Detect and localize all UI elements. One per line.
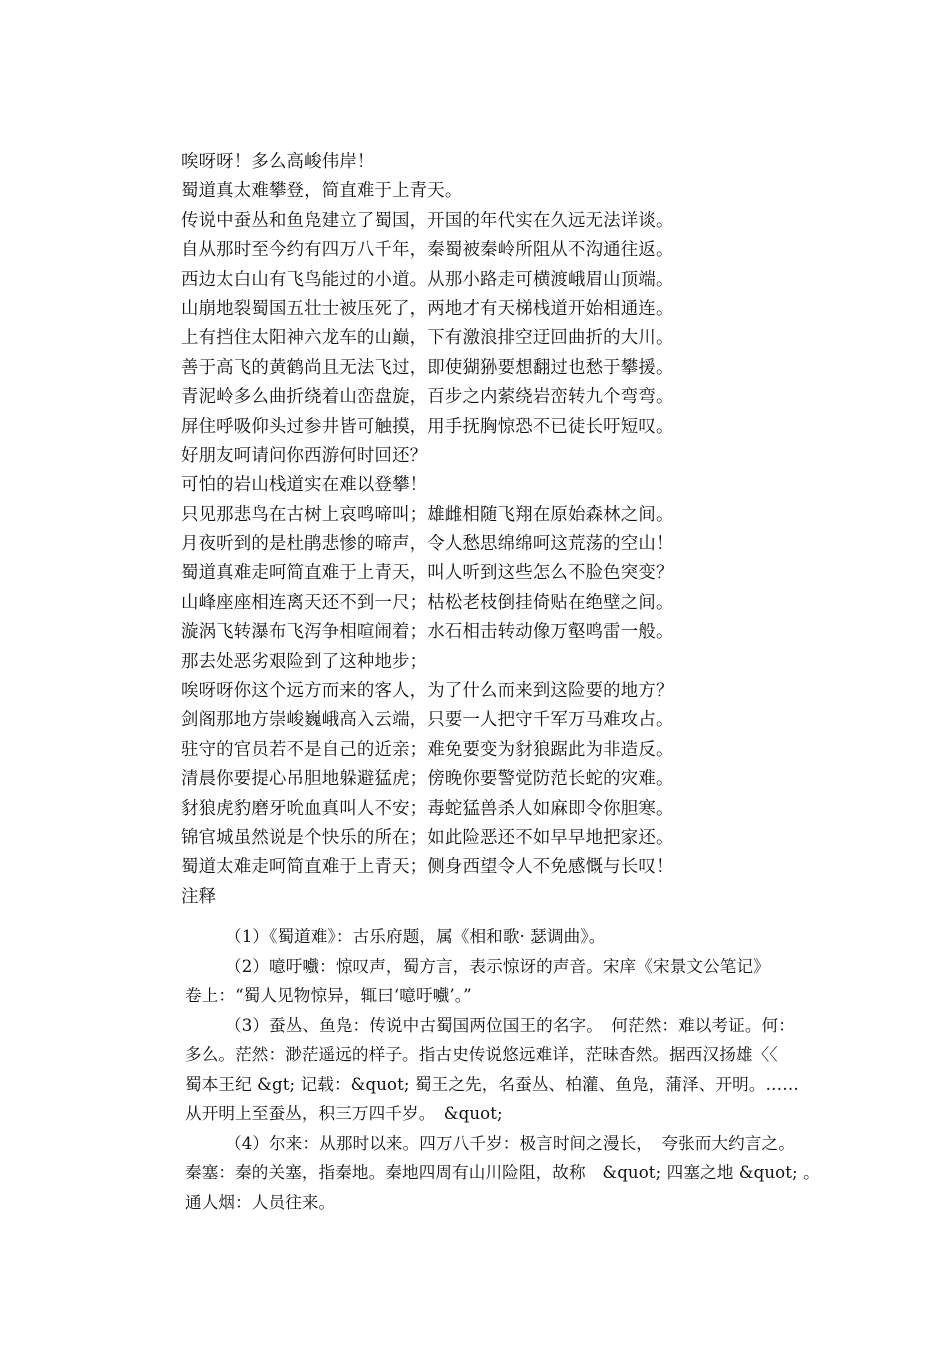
- note-2: [145, 952, 805, 1011]
- note-3: [145, 1011, 805, 1129]
- poem-line: 传说中蚕丛和鱼凫建立了蜀国，开国的年代实在久远无法详谈。: [181, 210, 674, 231]
- note-4: [145, 1129, 820, 1218]
- poem-line: 那去处恶劣艰险到了这种地步；: [181, 651, 428, 672]
- notes-heading: 注释: [181, 886, 217, 907]
- poem-line: 山峰座座相连离天还不到一尺；枯松老枝倒挂倚贴在绝壁之间。: [181, 592, 674, 613]
- note-text: 秦塞：秦的关塞，指秦地。秦地四周有山川险阻，故称 &quot; 四塞之地 &quot; 。: [185, 1163, 820, 1182]
- poem-line: 自从那时至今约有四万八千年，秦蜀被秦岭所阻从不沟通往返。: [181, 240, 674, 261]
- poem-line: 可怕的岩山栈道实在难以登攀！: [181, 475, 428, 496]
- poem-line: 山崩地裂蜀国五壮士被压死了，两地才有天梯栈道开始相通连。: [181, 298, 674, 319]
- poem-line: 蜀道真太难攀登，简直难于上青天。: [181, 181, 463, 202]
- poem-line: 善于高飞的黄鹤尚且无法飞过，即使猢狲要想翻过也愁于攀援。: [181, 357, 674, 378]
- poem-line: 只见那悲鸟在古树上哀鸣啼叫；雄雌相随飞翔在原始森林之间。: [181, 504, 674, 525]
- note-text: （1）《蜀道难》：古乐府题，属《相和歌· 瑟调曲》。: [225, 927, 606, 946]
- poem-line: 漩涡飞转瀑布飞泻争相喧闹着；水石相击转动像万壑鸣雷一般。: [181, 622, 674, 643]
- note-text: 多么。茫然：渺茫遥远的样子。指古史传说悠远难详，茫昧杳然。据西汉扬雄〈〈: [185, 1045, 778, 1064]
- annotation-notes: [145, 922, 820, 1217]
- poem-line: 唉呀呀！多么高峻伟岸！: [181, 152, 375, 172]
- poem-line: 剑阁那地方崇峻巍峨高入云端，只要一人把守千军万马难攻占。: [181, 710, 674, 731]
- poem-line: 上有挡住太阳神六龙车的山巅，下有激浪排空迂回曲折的大川。: [181, 328, 674, 349]
- note-text: （2）噫吁嚱：惊叹声，蜀方言，表示惊讶的声音。宋庠《宋景文公笔记》: [225, 956, 770, 976]
- poem-line: 西边太白山有飞鸟能过的小道。从那小路走可横渡峨眉山顶端。: [181, 269, 674, 290]
- poem-line: 豺狼虎豹磨牙吮血真叫人不安；毒蛇猛兽杀人如麻即令你胆寒。: [181, 798, 674, 819]
- note-text: 从开明上至蚕丛，积三万四千岁。 &quot;: [185, 1104, 503, 1123]
- poem-line: 唉呀呀你这个远方而来的客人，为了什么而来到这险要的地方？: [181, 681, 674, 702]
- note-text: 卷上：“蜀人见物惊异，辄曰‘噫吁嚱’。”: [185, 986, 472, 1005]
- note-text: 蜀本王纪 &gt; 记载：&quot; 蜀王之先，名蚕丛、柏灌、鱼凫，蒲泽、开明。……: [185, 1074, 799, 1094]
- poem-translation: [181, 148, 674, 912]
- poem-line: 锦官城虽然说是个快乐的所在；如此险恶还不如早早地把家还。: [181, 827, 674, 848]
- poem-line: 清晨你要提心吊胆地躲避猛虎；傍晚你要警觉防范长蛇的灾难。: [181, 769, 674, 790]
- poem-line: 屏住呼吸仰头过参井皆可触摸，用手抚胸惊恐不已徒长吁短叹。: [181, 416, 674, 437]
- poem-line: 青泥岭多么曲折绕着山峦盘旋，百步之内萦绕岩峦转九个弯弯。: [181, 387, 674, 408]
- poem-line: 蜀道真难走呵简直难于上青天，叫人听到这些怎么不脸色突变？: [181, 563, 674, 584]
- poem-line: 好朋友呵请问你西游何时回还？: [181, 445, 428, 466]
- poem-line: 蜀道太难走呵简直难于上青天；侧身西望令人不免感慨与长叹！: [181, 857, 674, 878]
- poem-line: 月夜听到的是杜鹃悲惨的啼声，令人愁思绵绵呵这荒荡的空山！: [181, 534, 674, 555]
- poem-line: 驻守的官员若不是自己的近亲；难免要变为豺狼踞此为非造反。: [181, 739, 674, 760]
- note-text: （3）蚕丛、鱼凫：传说中古蜀国两位国王的名字。 何茫然：难以考证。何：: [225, 1015, 795, 1035]
- note-text: 通人烟：人员往来。: [185, 1192, 336, 1212]
- note-1: [145, 922, 805, 952]
- note-text: （4）尔来：从那时以来。四万八千岁：极言时间之漫长， 夸张而大约言之。: [225, 1133, 795, 1153]
